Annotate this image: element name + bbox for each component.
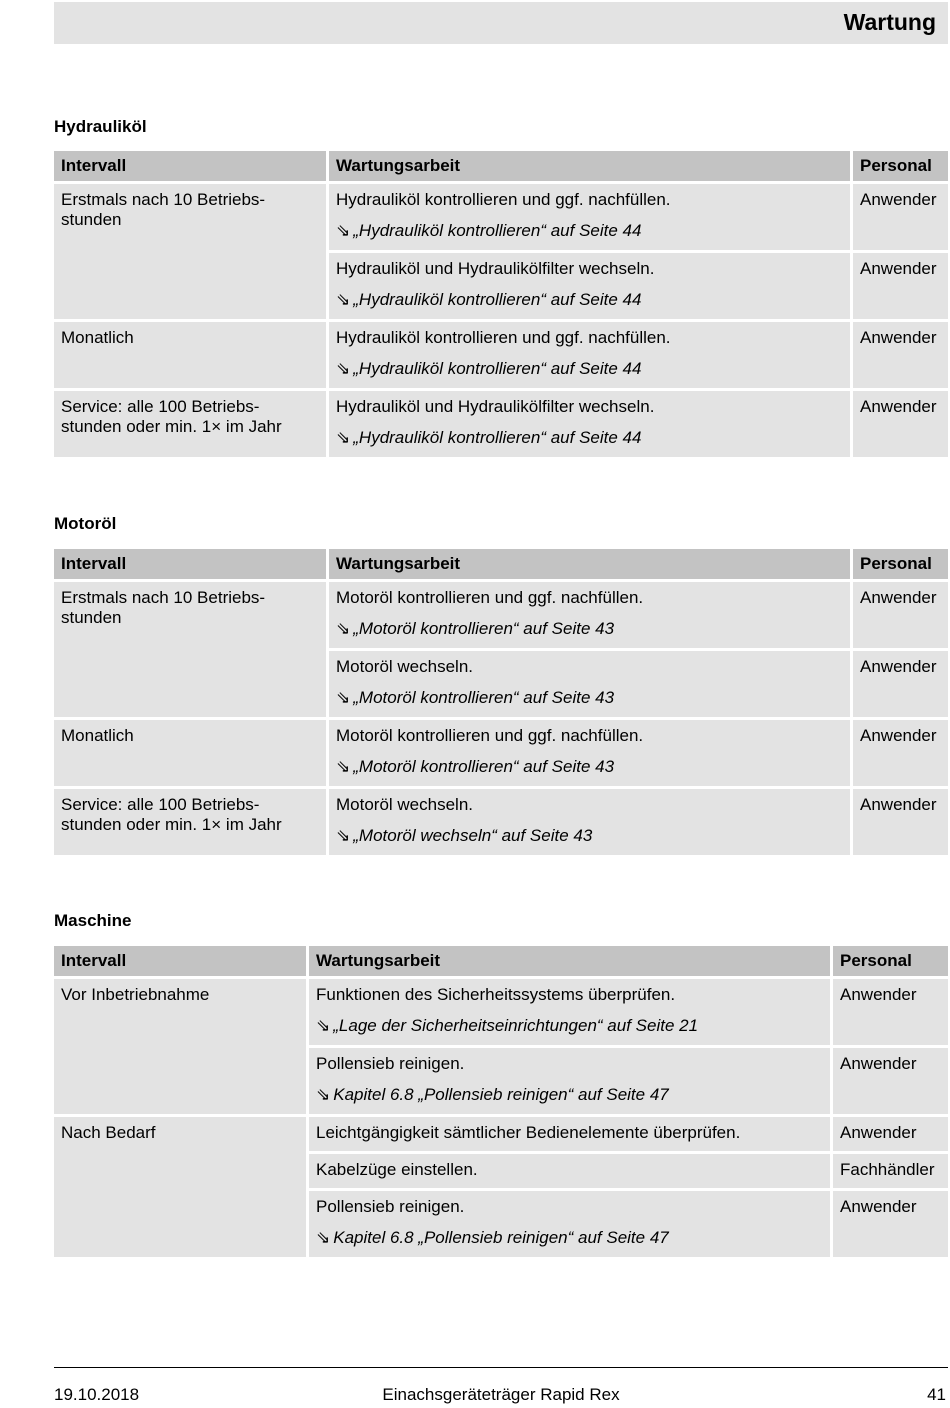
reference-arrow-icon: ⇘ [316, 1016, 331, 1035]
maintenance-table-hydraulikoel [51, 148, 950, 460]
reference-text: Kapitel 6.8 „Pollensieb reinigen“ auf Seite 47 [333, 1228, 669, 1247]
task-text: Motoröl kontrollieren und ggf. nachfüllen. [336, 726, 644, 745]
column-header-personal: Personal [833, 946, 948, 976]
task-cell [329, 391, 850, 457]
personal-cell: Anwender [833, 1048, 948, 1114]
reference-arrow-icon: ⇘ [336, 757, 351, 776]
cross-reference-link[interactable] [336, 619, 843, 639]
reference-text: „Hydrauliköl kontrollieren“ auf Seite 44 [353, 290, 642, 309]
interval-cell: Monatlich [54, 720, 326, 786]
task-cell [329, 184, 850, 250]
task-text: Motoröl wechseln. [336, 657, 474, 676]
maintenance-table-motoroel [51, 546, 950, 858]
reference-text: „Motoröl kontrollieren“ auf Seite 43 [353, 757, 615, 776]
personal-cell: Anwender [853, 184, 948, 250]
section-title-motoroel: Motoröl [54, 514, 117, 533]
reference-text: „Lage der Sicherheitseinrichtungen“ auf Seite 21 [333, 1016, 699, 1035]
footer-date: 19.10.2018 [54, 1385, 140, 1404]
task-cell [309, 1154, 830, 1188]
interval-cell: Monatlich [54, 322, 326, 388]
task-text: Pollensieb reinigen. [316, 1054, 465, 1073]
task-text: Motoröl kontrollieren und ggf. nachfüllen. [336, 588, 644, 607]
personal-cell: Fachhändler [833, 1154, 948, 1188]
table-row [54, 1117, 948, 1151]
reference-text: „Motoröl kontrollieren“ auf Seite 43 [353, 688, 615, 707]
task-text: Kabelzüge einstellen. [316, 1160, 478, 1179]
reference-arrow-icon: ⇘ [336, 359, 351, 378]
personal-cell: Anwender [853, 789, 948, 855]
reference-arrow-icon: ⇘ [336, 826, 351, 845]
reference-arrow-icon: ⇘ [336, 688, 351, 707]
personal-cell: Anwender [853, 253, 948, 319]
task-text: Leichtgängigkeit sämtlicher Bedienelemente überprüfen. [316, 1123, 741, 1142]
column-header-intervall: Intervall [54, 549, 326, 579]
column-header-personal: Personal [853, 549, 948, 579]
section-title-hydraulikoel: Hydrauliköl [54, 117, 147, 136]
table-row [54, 720, 948, 786]
task-cell [309, 979, 830, 1045]
maintenance-table-maschine [51, 943, 950, 1260]
page-number: 41 [927, 1385, 946, 1404]
reference-text: Kapitel 6.8 „Pollensieb reinigen“ auf Seite 47 [333, 1085, 669, 1104]
table-header-row [54, 151, 948, 181]
task-cell [329, 789, 850, 855]
table-row [54, 322, 948, 388]
interval-cell: Erstmals nach 10 Betriebs- stunden [54, 582, 326, 717]
column-header-personal: Personal [853, 151, 948, 181]
reference-arrow-icon: ⇘ [336, 619, 351, 638]
task-text: Hydrauliköl kontrollieren und ggf. nachfüllen. [336, 190, 671, 209]
interval-cell: Nach Bedarf [54, 1117, 306, 1257]
reference-arrow-icon: ⇘ [336, 290, 351, 309]
section-title-maschine: Maschine [54, 911, 132, 930]
personal-cell: Anwender [833, 979, 948, 1045]
reference-text: „Hydrauliköl kontrollieren“ auf Seite 44 [353, 359, 642, 378]
table-row [54, 979, 948, 1045]
reference-text: „Motoröl kontrollieren“ auf Seite 43 [353, 619, 615, 638]
column-header-intervall: Intervall [54, 946, 306, 976]
cross-reference-link[interactable] [336, 290, 843, 310]
reference-arrow-icon: ⇘ [316, 1085, 331, 1104]
task-text: Hydrauliköl kontrollieren und ggf. nachfüllen. [336, 328, 671, 347]
reference-text: „Hydrauliköl kontrollieren“ auf Seite 44 [353, 221, 642, 240]
column-header-wartungsarbeit: Wartungsarbeit [329, 151, 850, 181]
personal-cell: Anwender [833, 1117, 948, 1151]
task-text: Hydrauliköl und Hydraulikölfilter wechseln. [336, 397, 655, 416]
task-text: Motoröl wechseln. [336, 795, 474, 814]
personal-cell: Anwender [853, 582, 948, 648]
task-cell [329, 720, 850, 786]
interval-cell: Vor Inbetriebnahme [54, 979, 306, 1114]
personal-cell: Anwender [853, 720, 948, 786]
table-row [54, 582, 948, 648]
cross-reference-link[interactable] [316, 1016, 823, 1036]
table-header-row [54, 549, 948, 579]
column-header-wartungsarbeit: Wartungsarbeit [329, 549, 850, 579]
task-text: Hydrauliköl und Hydraulikölfilter wechseln. [336, 259, 655, 278]
reference-arrow-icon: ⇘ [336, 428, 351, 447]
personal-cell: Anwender [853, 651, 948, 717]
column-header-intervall: Intervall [54, 151, 326, 181]
task-cell [309, 1048, 830, 1114]
cross-reference-link[interactable] [336, 826, 843, 846]
reference-arrow-icon: ⇘ [336, 221, 351, 240]
interval-cell: Service: alle 100 Betriebs- stunden oder min. 1× im Jahr [54, 789, 326, 855]
cross-reference-link[interactable] [336, 221, 843, 241]
task-cell [329, 322, 850, 388]
reference-arrow-icon: ⇘ [316, 1228, 331, 1247]
interval-cell: Erstmals nach 10 Betriebs- stunden [54, 184, 326, 319]
task-cell [309, 1191, 830, 1257]
footer-document-title: Einachsgeräteträger Rapid Rex [382, 1385, 620, 1404]
personal-cell: Anwender [833, 1191, 948, 1257]
task-text: Pollensieb reinigen. [316, 1197, 465, 1216]
task-cell [329, 253, 850, 319]
reference-text: „Hydrauliköl kontrollieren“ auf Seite 44 [353, 428, 642, 447]
cross-reference-link[interactable] [336, 757, 843, 777]
task-text: Funktionen des Sicherheitssystems überprüfen. [316, 985, 676, 1004]
task-cell [329, 651, 850, 717]
table-row [54, 391, 948, 457]
table-header-row [54, 946, 948, 976]
task-cell [329, 582, 850, 648]
personal-cell: Anwender [853, 322, 948, 388]
reference-text: „Motoröl wechseln“ auf Seite 43 [353, 826, 593, 845]
table-row [54, 184, 948, 250]
column-header-wartungsarbeit: Wartungsarbeit [309, 946, 830, 976]
personal-cell: Anwender [853, 391, 948, 457]
table-row [54, 789, 948, 855]
footer-divider [54, 1367, 948, 1368]
cross-reference-link[interactable] [316, 1085, 823, 1105]
cross-reference-link[interactable] [336, 428, 843, 448]
interval-cell: Service: alle 100 Betriebs- stunden oder min. 1× im Jahr [54, 391, 326, 457]
cross-reference-link[interactable] [336, 359, 843, 379]
cross-reference-link[interactable] [316, 1228, 823, 1248]
page-title: Wartung [843, 9, 936, 35]
cross-reference-link[interactable] [336, 688, 843, 708]
task-cell [309, 1117, 830, 1151]
page-header [54, 2, 948, 44]
